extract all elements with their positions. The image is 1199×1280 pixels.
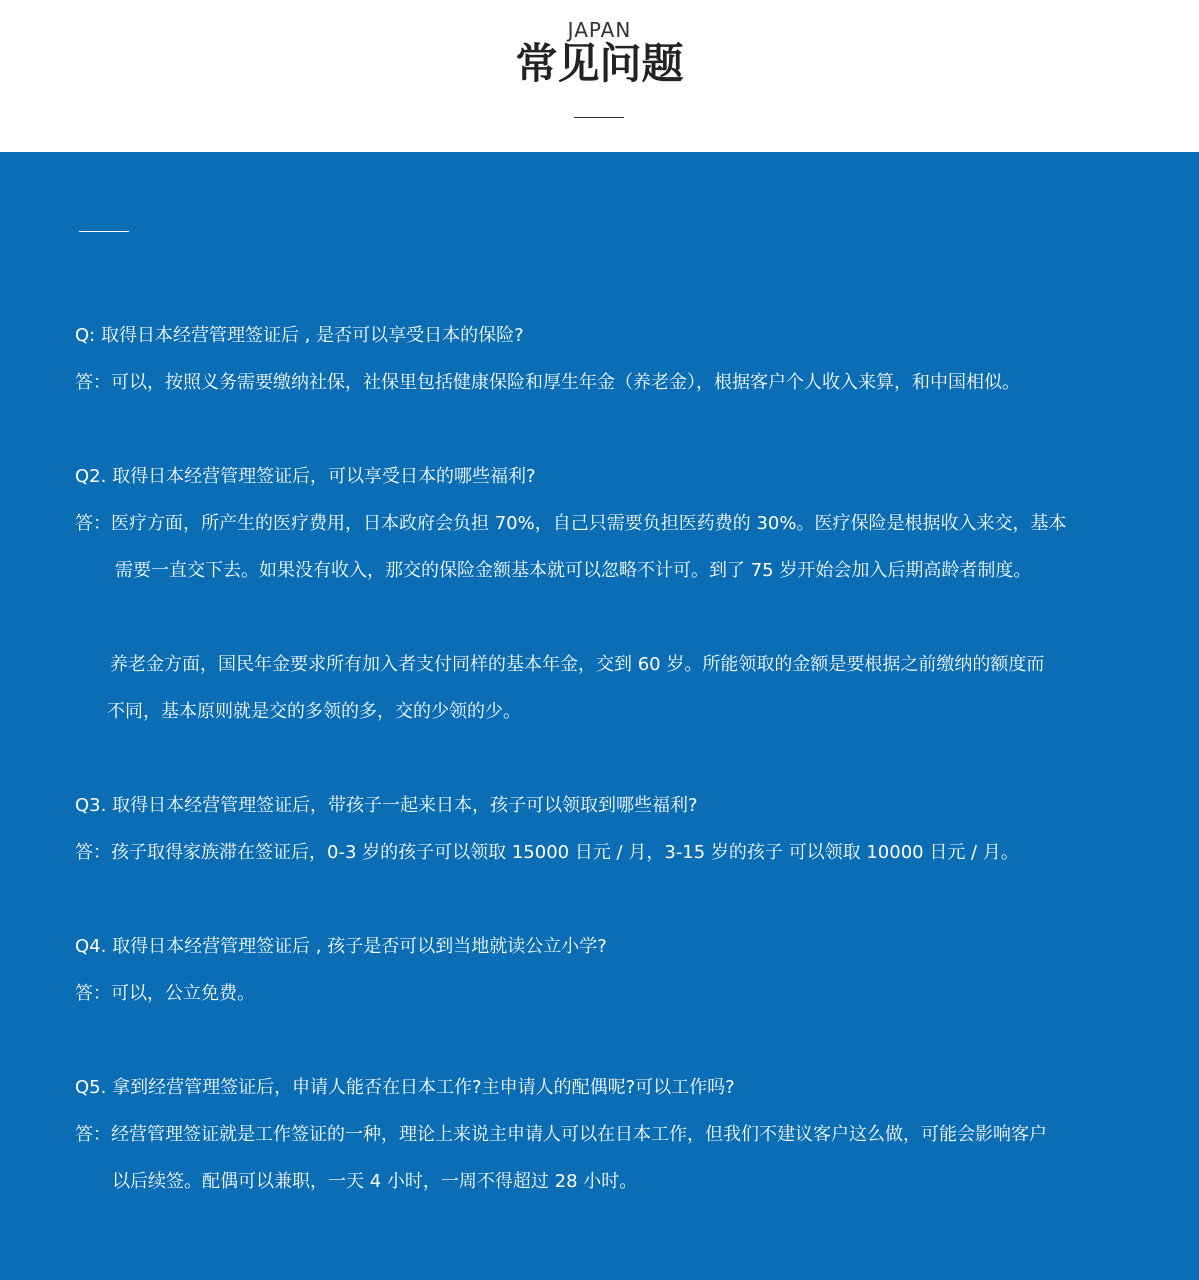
page-title: 常见问题 [515,39,684,88]
faq-answer-2-line-2: 需要一直交下去。如果没有收入，那交的保险金额基本就可以忽略不计可。到了 75 岁开始会加入后期高龄者制度。 [115,560,1032,581]
faq-question-5: Q5. 拿到经营管理签证后，申请人能否在日本工作?主申请人的配偶呢?可以工作吗? [75,1077,735,1098]
faq-question-1: Q: 取得日本经营管理签证后 , 是否可以享受日本的保险? [75,325,524,346]
faq-question-4: Q4. 取得日本经营管理签证后 , 孩子是否可以到当地就读公立小学? [75,936,607,957]
faq-answer-3: 答：孩子取得家族滞在签证后，0-3 岁的孩子可以领取 15000 日元 / 月，3-15 岁的孩子 可以领取 10000 日元 / 月。 [75,842,1019,863]
header-divider [574,117,624,118]
faq-answer-2-line-3: 养老金方面，国民年金要求所有加入者支付同样的基本年金，交到 60 岁。所能领取的金额是要根据之前缴纳的额度而 [110,654,1045,675]
faq-answer-2-line-4: 不同，基本原则就是交的多领的多，交的少领的少。 [107,701,521,722]
page-header [0,0,1199,152]
header-subtitle: JAPAN [567,18,632,42]
faq-answer-4: 答：可以，公立免费。 [75,983,255,1004]
faq-panel [0,152,1199,1280]
faq-answer-2-line-1: 答：医疗方面，所产生的医疗费用，日本政府会负担 70%，自己只需要负担医药费的 30%。医疗保险是根据收入来交，基本 [75,513,1067,534]
faq-answer-5-line-1: 答：经营管理签证就是工作签证的一种，理论上来说主申请人可以在日本工作，但我们不建议客户这么做，可能会影响客户 [75,1124,1047,1145]
faq-answer-1: 答：可以，按照义务需要缴纳社保，社保里包括健康保险和厚生年金（养老金），根据客户个人收入来算，和中国相似。 [75,372,1020,393]
faq-answer-5-line-2: 以后续签。配偶可以兼职，一天 4 小时，一周不得超过 28 小时。 [112,1171,638,1192]
panel-divider [79,231,129,232]
faq-question-3: Q3. 取得日本经营管理签证后，带孩子一起来日本，孩子可以领取到哪些福利? [75,795,698,816]
faq-question-2: Q2. 取得日本经营管理签证后，可以享受日本的哪些福利? [75,466,536,487]
